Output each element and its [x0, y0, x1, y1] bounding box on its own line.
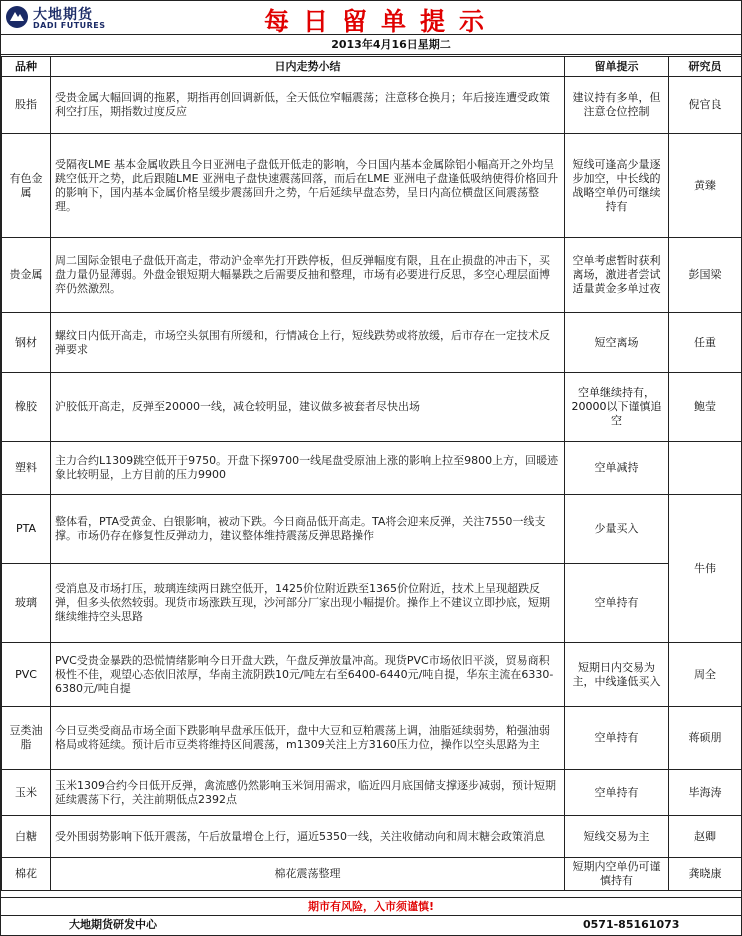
report-date: 2013年4月16日星期二 — [1, 35, 741, 55]
row-category: 棉花 — [2, 858, 51, 891]
header-category: 品种 — [2, 57, 51, 77]
logo-text-cn: 大地期货 — [33, 7, 93, 23]
row-category: PVC — [2, 643, 51, 707]
table-header-row — [2, 57, 742, 77]
position-table — [1, 56, 742, 891]
row-analyst: 牛伟 — [669, 495, 742, 643]
table-row — [2, 816, 742, 858]
row-category: 股指 — [2, 77, 51, 134]
row-summary: 受隔夜LME 基本金属收跌且今日亚洲电子盘低开低走的影响，今日国内基本金属除铝小幅高开之外均呈跳空低开之势，此后跟随LME 亚洲电子盘快速震荡回落，而后在LME 亚洲电子盘逢低吸纳使得价格回升的影响下，国内基本金属价格呈缓步震荡回升之势，午后延续早盘态势，呈日内高位横盘区间震荡整理。 — [51, 134, 565, 238]
row-tip: 空单持有 — [565, 707, 669, 770]
table-row — [2, 134, 742, 238]
row-category: 玉米 — [2, 770, 51, 816]
row-category: 豆类油脂 — [2, 707, 51, 770]
row-analyst — [669, 442, 742, 495]
logo-text-en: DADI FUTURES — [33, 21, 106, 30]
table-row — [2, 373, 742, 442]
row-tip: 短线交易为主 — [565, 816, 669, 858]
row-analyst: 鲍莹 — [669, 373, 742, 442]
row-analyst: 彭国梁 — [669, 238, 742, 313]
table-row — [2, 442, 742, 495]
risk-notice: 期市有风险，入市须谨慎! — [1, 897, 741, 916]
row-analyst: 倪官良 — [669, 77, 742, 134]
row-analyst: 任重 — [669, 313, 742, 373]
row-analyst: 毕海涛 — [669, 770, 742, 816]
row-tip: 短线可逢高少量逐步加空，中长线的战略空单仍可继续持有 — [565, 134, 669, 238]
row-category: 橡胶 — [2, 373, 51, 442]
row-tip: 空单持有 — [565, 770, 669, 816]
table-row — [2, 858, 742, 891]
row-tip: 空单继续持有，20000以下谨慎追空 — [565, 373, 669, 442]
row-summary: 沪胶低开高走，反弹至20000一线，减仓较明显，建议做多被套者尽快出场 — [51, 373, 565, 442]
table-row — [2, 495, 742, 564]
row-summary: 周二国际金银电子盘低开高走，带动沪金率先打开跌停板，但反弹幅度有限，且在止损盘的冲击下，买盘力量仍显薄弱。外盘金银短期大幅暴跌之后需要反抽和整理，市场有必要进行反思，多空心理层面博弈仍然激烈。 — [51, 238, 565, 313]
report-header — [1, 1, 741, 35]
footer-org: 大地期货研发中心 — [69, 918, 157, 931]
row-category: 有色金属 — [2, 134, 51, 238]
footer-phone: 0571-85161073 — [583, 918, 680, 931]
row-summary: 受外围弱势影响下低开震荡，午后放量增仓上行，逼近5350一线，关注收储动向和周末糖会政策消息 — [51, 816, 565, 858]
row-category: 玻璃 — [2, 564, 51, 643]
row-tip: 建议持有多单，但注意仓位控制 — [565, 77, 669, 134]
row-tip: 短期内空单仍可谨慎持有 — [565, 858, 669, 891]
row-tip: 短空离场 — [565, 313, 669, 373]
table-row — [2, 238, 742, 313]
header-analyst: 研究员 — [669, 57, 742, 77]
company-logo — [5, 4, 117, 32]
row-summary: 棉花震荡整理 — [51, 858, 565, 891]
row-analyst: 蒋硕朋 — [669, 707, 742, 770]
row-category: 白糖 — [2, 816, 51, 858]
row-tip: 空单持有 — [565, 564, 669, 643]
row-category: 塑料 — [2, 442, 51, 495]
row-tip: 空单考虑暂时获利离场，激进者尝试适量黄金多单过夜 — [565, 238, 669, 313]
row-analyst: 周全 — [669, 643, 742, 707]
row-tip: 少量买入 — [565, 495, 669, 564]
row-summary: 玉米1309合约今日低开反弹，禽流感仍然影响玉米饲用需求，临近四月底国储支撑逐步减弱，预计短期延续震荡下行，关注前期低点2392点 — [51, 770, 565, 816]
row-summary: 螺纹日内低开高走，市场空头氛围有所缓和，行情减仓上行，短线跌势或将放缓，后市存在一定技术反弹要求 — [51, 313, 565, 373]
header-tip: 留单提示 — [565, 57, 669, 77]
row-analyst: 黄臻 — [669, 134, 742, 238]
row-summary: 受贵金属大幅回调的拖累，期指再创回调新低，全天低位窄幅震荡；注意移仓换月；年后接连遭受政策利空打压，期指数过度反应 — [51, 77, 565, 134]
report-footer — [1, 915, 741, 935]
row-summary: 今日豆类受商品市场全面下跌影响早盘承压低开，盘中大豆和豆粕震荡上调，油脂延续弱势，粕强油弱格局或将延续。预计后市豆类将维持区间震荡，m1309关注上方3160压力位，操作以空头思路为主 — [51, 707, 565, 770]
table-row — [2, 77, 742, 134]
report-title: 每日留单提示 — [263, 7, 498, 36]
row-analyst: 龚晓康 — [669, 858, 742, 891]
row-tip: 空单减持 — [565, 442, 669, 495]
row-summary: 受消息及市场打压，玻璃连续两日跳空低开，1425价位附近跌至1365价位附近，技术上呈现超跌反弹，但多头依然较弱。现货市场涨跌互现，沙河部分厂家出现小幅提价。操作上不建议立即抄底，短期继续维持空头思路 — [51, 564, 565, 643]
row-summary: PVC受贵金暴跌的恐慌情绪影响今日开盘大跌，午盘反弹放量冲高。现货PVC市场依旧平淡，贸易商积极性不佳，观望心态依旧浓厚，华南主流阴跌10元/吨左右至6400-6440元/吨自提，华东主流在6330-6380元/吨自提 — [51, 643, 565, 707]
header-summary: 日内走势小结 — [51, 57, 565, 77]
row-summary: 主力合约L1309跳空低开于9750。开盘下探9700一线尾盘受原油上涨的影响上拉至9800上方，回暖迹象比较明显，上方目前的压力9900 — [51, 442, 565, 495]
row-summary: 整体看，PTA受黄金、白银影响，被动下跌。今日商品低开高走。TA将会迎来反弹，关注7550一线支撑。市场仍存在修复性反弹动力，建议整体维持震荡反弹思路操作 — [51, 495, 565, 564]
row-category: PTA — [2, 495, 51, 564]
table-row — [2, 313, 742, 373]
table-row — [2, 643, 742, 707]
row-category: 贵金属 — [2, 238, 51, 313]
dadi-logo-icon — [5, 5, 29, 29]
row-category: 钢材 — [2, 313, 51, 373]
row-tip: 短期日内交易为主，中线逢低买入 — [565, 643, 669, 707]
table-row — [2, 564, 742, 643]
table-row — [2, 707, 742, 770]
table-row — [2, 770, 742, 816]
row-analyst: 赵卿 — [669, 816, 742, 858]
